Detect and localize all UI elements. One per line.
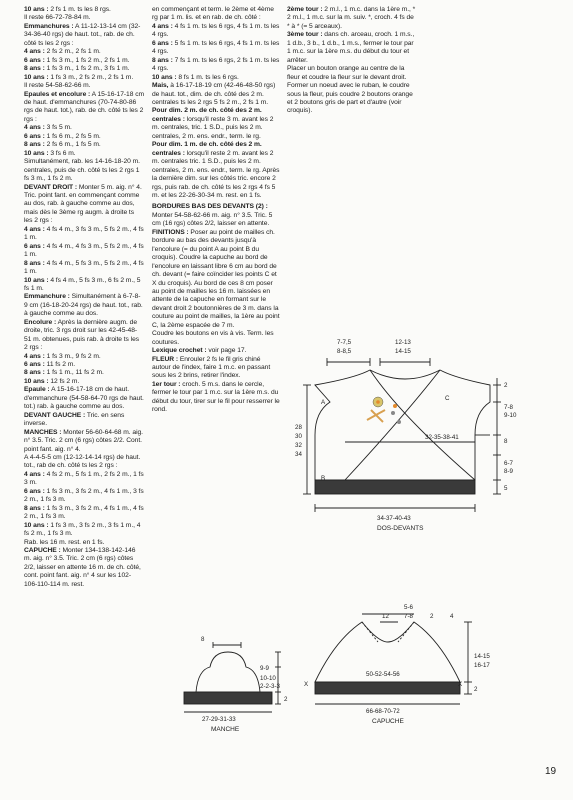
paragraph (152, 74, 280, 82)
paragraph (24, 23, 144, 48)
hood-top-3: 12 (382, 613, 389, 620)
paragraph-text: A 15-16-17-18 cm de haut. d'emmanchures (70-74-80-86 rgs de haut. tot.), rab. de ch. côté ts les 2 rgs : (24, 90, 145, 123)
paragraph (24, 260, 144, 277)
body-right-2: 7-8 (504, 404, 513, 411)
hood-x-left: X (304, 681, 309, 688)
paragraph-heading: 4 ans : (24, 124, 45, 132)
paragraph (24, 14, 144, 22)
paragraph (24, 429, 144, 454)
paragraph-text: 1 fs 1 m., 11 fs 2 m. (44, 369, 104, 377)
paragraph-text: 2 fs 2 m., 2 fs 1 m. (44, 48, 101, 56)
paragraph-text: Simultanément à 6-7-8-9 cm (16-18-20-24 rgs) de haut. tot., rab. à gauche comme au dos. (24, 293, 143, 318)
paragraph-text: A 11-12-13-14 cm (32-34-36-40 rgs) de haut. tot., rab. de ch. côté ts les 2 rgs : (24, 22, 141, 47)
paragraph-text: Il reste 66-72-78-84 m. (24, 14, 91, 22)
hood-top-4: 2 (430, 613, 434, 620)
paragraph-heading: 4 ans : (24, 352, 45, 360)
sleeve-right-4: 2 (284, 696, 288, 703)
body-inner: 32-35-38-41 (425, 434, 459, 441)
hood-top-5: 4 (450, 613, 454, 620)
paragraph-heading: 10 ans : (24, 377, 49, 385)
paragraph (24, 65, 144, 73)
sleeve-right-1: 9-9 (260, 665, 269, 672)
paragraph (152, 6, 280, 23)
body-right-4: 8 (504, 438, 508, 445)
paragraph-heading: 8 ans : (24, 141, 45, 149)
paragraph-text: 3 fs 5 m. (44, 124, 72, 132)
paragraph (24, 226, 144, 243)
body-top-mid-2: 14-15 (395, 348, 411, 355)
paragraph-text: Coudre les boutons en vis à vis. Term. les coutures. (152, 330, 274, 346)
paragraph (24, 386, 144, 411)
paragraph-heading: Pour dim. 1 m. de ch. côté des 2 m. centrales : (152, 141, 262, 157)
paragraph-text: en commençant et term. le 2ème et 4ème rg par 1 m. lis. et en rab. de ch. côté : (152, 6, 274, 22)
sleeve-right-3: 2-2-3-3 (260, 683, 280, 690)
paragraph-text: 4 fs 4 m., 3 fs 3 m., 5 fs 2 m., 4 fs 1 m. (24, 225, 144, 242)
paragraph (24, 353, 144, 361)
sleeve-top: 8 (201, 636, 205, 643)
paragraph-heading: 10 ans : (24, 521, 49, 529)
paragraph (152, 23, 280, 40)
body-left-2: 30 (295, 433, 302, 440)
sleeve-diagram (178, 636, 288, 740)
paragraph-heading: Mais, (152, 82, 169, 90)
paragraph (24, 293, 144, 318)
paragraph (24, 488, 144, 505)
paragraph (24, 547, 144, 589)
hood-right-3: 2 (474, 686, 478, 693)
body-point-b: B (321, 475, 326, 482)
paragraph-heading: 10 ans : (152, 73, 177, 81)
paragraph-text: 4 fs 1 m. ts les 6 rgs, 4 fs 1 m. ts les 4 rgs. (152, 22, 280, 39)
paragraph (24, 6, 144, 14)
paragraph-text: à 16-17-18-19 cm (42-46-48-50 rgs) de haut. tot., dim. de ch. côté des 2 m. centrales ts les 2 rgs 5 fs 2 m., 2 fs 1 m. (152, 82, 276, 106)
paragraph (24, 74, 144, 82)
sleeve-caption: MANCHE (211, 726, 240, 733)
paragraph (24, 319, 144, 353)
paragraph-text: croch. 5 m.s. dans le cercle, fermer le tour par 1 m.c. sur la 1ère m.s. du début du tour, tirer sur le fil pour resserrer le rond. (152, 380, 280, 414)
paragraph-text: dans ch. arceau, croch. 1 m.s., 1 d.b., 3 b., 1 d.b., 1 m.s., fermer le tour par 1 m.c. sur la 1ère m.s. du début du tour et arrêter. (287, 31, 415, 64)
body-diagram (285, 330, 535, 570)
paragraph-text: 3 fs 6 m. (48, 149, 76, 157)
paragraph-heading: 10 ans : (24, 73, 49, 81)
paragraph (152, 229, 280, 330)
paragraph (152, 347, 280, 355)
paragraph (24, 133, 144, 141)
paragraph-text: Monter 54-58-62-66 m. aig. n° 3.5. Tric. 5 cm (16 rgs) côtes 2/2, laisser en attente. (152, 211, 273, 228)
hood-top-2: 7-8 (404, 613, 413, 620)
paragraph-heading: 6 ans : (24, 361, 45, 369)
body-right-6: 8-9 (504, 468, 513, 475)
paragraph-heading: 8 ans : (24, 65, 45, 73)
paragraph (24, 369, 144, 377)
paragraph-heading: 10 ans : (24, 276, 49, 284)
paragraph (24, 158, 144, 183)
flower-icon (367, 397, 401, 424)
paragraph-text: Tric. en sens inverse. (24, 411, 125, 428)
paragraph-text: Simultanément, rab. les 14-16-18-20 m. centrales, puis de ch. côté ts les 2 rgs 1 fs 3 m., 1 fs 2 m. (24, 158, 140, 183)
hood-bottom: 66-68-70-72 (366, 708, 400, 715)
body-point-c: C (445, 395, 450, 402)
paragraph-heading: 6 ans : (24, 242, 45, 250)
paragraph (24, 243, 144, 260)
paragraph-heading: 6 ans : (24, 56, 45, 64)
paragraph-heading: 4 ans : (24, 470, 45, 478)
body-left-4: 34 (295, 451, 302, 458)
paragraph-heading: 8 ans : (152, 56, 173, 64)
body-caption: DOS-DEVANTS (377, 525, 424, 532)
paragraph-heading: CAPUCHE : (24, 547, 61, 554)
paragraph-text: Rab. les 16 m. rest. en 1 fs. (24, 538, 105, 546)
body-bottom-dims: 34-37-40-43 (377, 515, 411, 522)
paragraph-heading: 8 ans : (24, 259, 45, 267)
paragraph-text: 4 fs 4 m., 5 fs 3 m., 6 fs 2 m., 5 fs 1 m. (24, 276, 141, 292)
hood-diagram (300, 600, 500, 740)
paragraph (152, 141, 280, 200)
paragraph-heading: 4 ans : (24, 225, 45, 233)
paragraph (152, 381, 280, 415)
body-top-left-1: 7-7,5 (337, 339, 352, 346)
paragraph-text: Placer un bouton orange au centre de la fleur et coudre la fleur sur le devant droit. Former un noeud avec le ruban, le coudre sous la fleur, puis coudre 2 boutons orange et 2 boutons gris de part et d'autre (voir croquis). (287, 65, 413, 115)
paragraph-text: 1 fs 3 m., 2 fs 2 m., 2 fs 1 m. (48, 73, 134, 81)
paragraph-text: Enrouler 2 fs le fil gris chiné autour de l'index, faire 1 m.c. en passant sous les 2 brins, retirer l'index. (152, 355, 271, 380)
paragraph-text: 2 fs 1 m. ts les 8 rgs. (48, 6, 111, 13)
paragraph-heading: Epaule : (24, 386, 50, 394)
paragraph-text: 4 fs 4 m., 5 fs 3 m., 5 fs 2 m., 4 fs 1 m. (24, 259, 144, 276)
paragraph-heading: 4 ans : (24, 48, 45, 56)
paragraph-text: 1 fs 3 m., 3 fs 2 m., 4 fs 1 m., 3 fs 2 m., 1 fs 3 m. (24, 487, 144, 504)
paragraph-text: A 15-16-17-18 cm de haut. d'emmanchure (54-58-64-70 rgs de haut. tot.) rab. à gauche comme au dos. (24, 386, 144, 411)
paragraph-text: 1 fs 3 m., 1 fs 2 m., 2 fs 1 m. (44, 56, 130, 64)
paragraph (24, 57, 144, 65)
paragraph-heading: FINITIONS : (152, 228, 189, 236)
paragraph-heading: Pour dim. 2 m. de ch. côté des 2 m. centrales : (152, 107, 262, 123)
paragraph-heading: Emmanchures : (24, 22, 74, 30)
paragraph (24, 505, 144, 522)
paragraph (152, 40, 280, 57)
body-left-1: 28 (295, 424, 302, 431)
paragraph-heading: 3ème tour : (287, 31, 323, 39)
paragraph-heading: 10 ans : (24, 149, 49, 157)
paragraph-heading: Emmanchure : (24, 293, 70, 301)
paragraph-text: 4 fs 4 m., 4 fs 3 m., 5 fs 2 m., 4 fs 1 m. (24, 242, 144, 259)
hood-right-2: 16-17 (474, 662, 490, 669)
paragraph-heading: Epaules et encolure : (24, 90, 91, 98)
paragraph (152, 356, 280, 381)
paragraph-text: Monter 134-138-142-146 m. aig. n° 3.5. Tric. 2 cm (6 rgs) côtes 2/2, laisser en attente 16 m. de ch. côté, cont. point fant. aig. n° 4 sur les 102-106-110-114 m. rest. (24, 547, 141, 588)
paragraph-text: lorsqu'il reste 3 m. avant les 2 m. centrales, tric. 1 S.D., puis les 2 m. centrales, 2 m. ens. endr., term. le rg. (152, 115, 274, 140)
body-point-a: A (321, 399, 326, 406)
paragraph-text: voir page 17. (206, 347, 247, 355)
text-column-2 (152, 6, 280, 415)
sleeve-bottom: 27-29-31-33 (202, 716, 236, 723)
hood-caption: CAPUCHE (372, 718, 404, 725)
paragraph-text: 1 fs 6 m., 2 fs 5 m. (44, 132, 101, 140)
paragraph (287, 6, 417, 31)
paragraph-text: 1 fs 3 m., 3 fs 2 m., 3 fs 1 m., 4 fs 2 m., 1 fs 3 m. (24, 521, 141, 538)
body-left-3: 32 (295, 442, 302, 449)
paragraph (287, 65, 417, 116)
paragraph-heading: BORDURES BAS DES DEVANTS (2) : (152, 203, 268, 211)
paragraph-text: Poser au point de mailles ch. bordure au bas des devants jusqu'à l'encolure (= du point A au point B du croquis). Coudre la capuche au bord de l'encolure en laissant libre 6 cm au bord de ch. devant (= faire coïncider les points C et X du croquis). Au bord de ces 8 cm poser au point de mailles les 16 m. laissées en attente de la capuche en formant sur le devant droit 2 boutonnières de 3 m. dans la couture au point de mailles, la 1ère au point C, la 2ème espacée de 7 m. (152, 228, 280, 329)
paragraph (152, 57, 280, 74)
paragraph (24, 48, 144, 56)
paragraph (287, 31, 417, 65)
body-right-3: 9-10 (504, 412, 517, 419)
paragraph-heading: 6 ans : (152, 39, 173, 47)
paragraph-text: 8 fs 1 m. ts les 6 rgs. (176, 73, 239, 81)
paragraph-text: Après la dernière augm. de droite, tric. 3 rgs droit sur les 42-45-48-51 m. obtenues, puis rab. à droite ts les 2 rgs : (24, 318, 140, 352)
paragraph (24, 82, 144, 90)
paragraph-heading: 1er tour : (152, 380, 181, 388)
paragraph-heading: 6 ans : (24, 132, 45, 140)
body-right-7: 5 (504, 485, 508, 492)
paragraph-heading: 10 ans : (24, 6, 49, 13)
paragraph-text: 1 fs 3 m., 3 fs 2 m., 4 fs 1 m., 4 fs 2 m., 1 fs 3 m. (24, 504, 144, 521)
paragraph-text: 5 fs 1 m. ts les 6 rgs, 4 fs 1 m. ts les 4 rgs. (152, 39, 280, 56)
paragraph (24, 124, 144, 132)
paragraph (24, 454, 144, 471)
paragraph (24, 91, 144, 125)
paragraph-text: 11 fs 2 m. (44, 361, 76, 369)
paragraph (24, 361, 144, 369)
paragraph-heading: 8 ans : (24, 504, 45, 512)
paragraph (24, 277, 144, 294)
paragraph (24, 184, 144, 226)
paragraph-heading: Encolure : (24, 318, 57, 326)
hood-inner: 50-52-54-56 (366, 671, 400, 678)
hood-top-1: 5-6 (404, 604, 413, 611)
body-top-left-2: 8-8,5 (337, 348, 352, 355)
paragraph (24, 412, 144, 429)
paragraph-text: 4 fs 2 m., 5 fs 1 m., 2 fs 2 m., 1 fs 3 m. (24, 470, 144, 487)
paragraph-text: Monter 56-60-64-68 m. aig. n° 3.5. Tric. 2 cm (6 rgs) côtes 2/2. Cont. point fant. aig. n° 4. (24, 428, 143, 453)
paragraph (152, 107, 280, 141)
paragraph-heading: 4 ans : (152, 22, 173, 30)
paragraph (24, 522, 144, 539)
paragraph-heading: DEVANT DROIT : (24, 183, 78, 191)
paragraph-heading: 8 ans : (24, 369, 45, 377)
hood-x-right: X (458, 681, 463, 688)
text-column-1 (24, 6, 144, 589)
paragraph (152, 82, 280, 107)
paragraph-text: 1 fs 3 m., 9 fs 2 m. (44, 352, 101, 360)
body-right-1: 2 (504, 382, 508, 389)
paragraph-text: 12 fs 2 m. (48, 377, 80, 385)
body-right-5: 6-7 (504, 460, 513, 467)
paragraph (24, 150, 144, 158)
page-number: 19 (545, 766, 557, 777)
paragraph-text: Il reste 54-58-62-66 m. (24, 82, 91, 90)
paragraph-heading: Lexique crochet : (152, 347, 207, 355)
paragraph (24, 141, 144, 149)
text-column-3 (287, 6, 417, 116)
paragraph-text: 7 fs 1 m. ts les 6 rgs, 2 fs 1 m. ts les 4 rgs. (152, 56, 280, 73)
paragraph-heading: 6 ans : (24, 487, 45, 495)
paragraph-text: lorsqu'il reste 2 m. avant les 2 m. centrales tric. 1 S.D., puis les 2 m. centrales, 2 m. ens. endr., term. le rg. Après la dernière dim. sur les côtés tric. encore 2 rgs, puis rab. de ch. côté ts les 2 rgs 4 fs 5 m. et les 22-26-30-34 m. rest. en 1 fs. (152, 149, 280, 199)
paragraph-text: 1 fs 3 m., 1 fs 2 m., 3 fs 1 m. (44, 65, 130, 73)
paragraph-text: Monter 5 m. aig. n° 4. Tric. point fant. en commençant comme au dos, rab. à gauche comme au dos, mais dès le 3ème rg augm. à droite ts les 2 rgs : (24, 183, 142, 225)
paragraph (24, 539, 144, 547)
paragraph-text: A 4-4-5-5 cm (12-12-14-14 rgs) de haut. tot., rab de ch. côté ts les 2 rgs : (24, 454, 141, 470)
paragraph-text: 2 fs 6 m., 1 fs 5 m. (44, 141, 101, 149)
hood-right-1: 14-15 (474, 653, 490, 660)
paragraph (152, 330, 280, 347)
paragraph (24, 471, 144, 488)
paragraph (24, 378, 144, 386)
paragraph (152, 203, 280, 228)
paragraph-text: 2 m.l., 1 m.c. dans la 1ère m., * 2 m.l., 1 m.c. sur la m. suiv. *, croch. 4 fs de * à * (= 5 arceaux). (287, 6, 416, 30)
paragraph-heading: FLEUR : (152, 355, 179, 363)
sleeve-right-2: 10-10 (260, 675, 276, 682)
paragraph-heading: DEVANT GAUCHE : (24, 411, 86, 419)
paragraph-heading: MANCHES : (24, 428, 62, 436)
body-top-mid-1: 12-13 (395, 339, 411, 346)
paragraph-heading: 2ème tour : (287, 6, 323, 13)
